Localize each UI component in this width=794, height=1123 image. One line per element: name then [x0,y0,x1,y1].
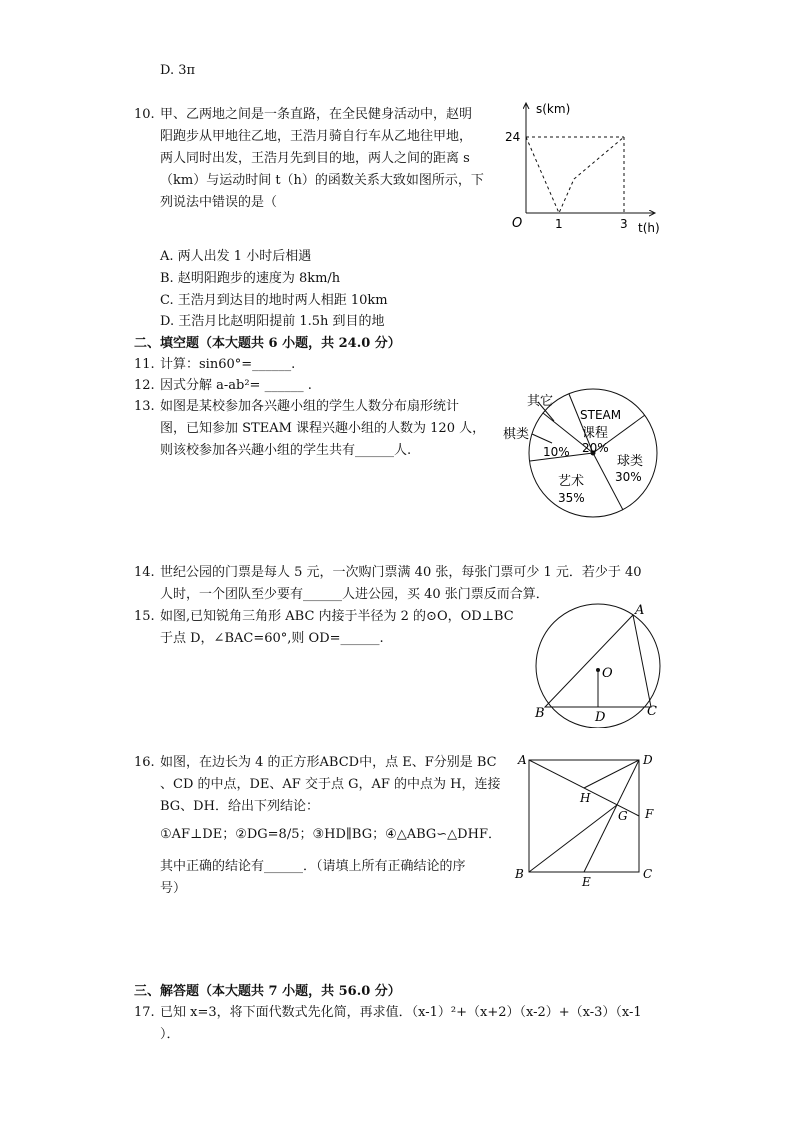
pie-label-steam-course: 课程 [582,426,609,441]
q17-number: 17. [134,1005,155,1020]
q16-line-4: ①AF⊥DE；②DG=8/5；③HD∥BG；④△ABG∽△DHF． [160,827,501,842]
q10-option-b: B. 赵明阳跑步的速度为 8km/h [160,271,341,286]
q10-option-c: C. 王浩月到达目的地时两人相距 10km [160,293,388,308]
pie-label-ball: 球类 [617,454,644,469]
q10-option-d: D. 王浩月比赵明阳提前 1.5h 到目的地 [160,314,385,329]
pie-label-chess: 棋类 [503,427,530,442]
q12-text: 因式分解 a-ab²= ______ . [160,378,312,393]
section-2-header: 二、填空题（本大题共 6 小题，共 24.0 分） [134,336,401,351]
q13-line-2: 图，已知参加 STEAM 课程兴趣小组的人数为 120 人， [160,421,486,436]
q16-line-5: 其中正确的结论有______．（请填上所有正确结论的序 [160,859,466,874]
pie-label-chess-pct: 10% [543,445,570,459]
q10-graph [500,95,670,240]
label-o: O [602,666,613,681]
q13-line-1: 如图是某校参加各兴趣小组的学生人数分布扇形统计 [160,399,460,414]
q16-line-6: 号） [160,881,187,896]
q16-line-1: 如图，在边长为 4 的正方形ABCD中，点 E、F分别是 BC [160,755,497,770]
q9-option-d: D. 3π [160,63,196,78]
q10-number: 10. [134,107,155,122]
q17-line-2: ）． [160,1027,180,1042]
q14-line-1: 世纪公园的门票是每人 5 元，一次购门票满 40 张，每张门票可少 1 元．若少于 40 [160,565,642,580]
q13-pie-chart [498,385,668,537]
q16-square-figure [510,748,670,892]
x-tick-1: 1 [555,217,563,231]
pie-label-art: 艺术 [558,474,585,489]
q15-line-2: 于点 D，∠BAC=60°,则 OD=______. [160,631,384,646]
origin-label: O [512,216,523,231]
q15-number: 15. [134,609,155,624]
segment-dh [584,760,639,788]
label-b: B [535,706,545,721]
q10-line-5: 列说法中错误的是（ [160,195,278,210]
q13-number: 13. [134,399,155,414]
pie-label-steam: STEAM [580,408,622,422]
label-e: E [582,875,591,889]
q11-text: 计算：sin60°=______. [160,357,296,372]
q13-line-3: 则该校参加各兴趣小组的学生共有______人. [160,443,412,458]
q10-line-2: 阳跑步从甲地往乙地，王浩月骑自行车从乙地往甲地， [160,129,473,144]
q10-option-a: A. 两人出发 1 小时后相遇 [160,249,312,264]
label-c: C [643,867,653,881]
label-f: F [645,807,654,821]
q16-number: 16. [134,755,155,770]
pie-label-ball-pct: 30% [615,470,642,484]
q14-number: 14. [134,565,155,580]
label-d: D [595,710,606,725]
label-d: D [643,753,653,767]
label-b: B [515,867,524,881]
section-3-header: 三、解答题（本大题共 7 小题，共 56.0 分） [134,984,401,999]
q15-circle-figure [525,600,665,728]
pie-label-art-pct: 35% [558,491,585,505]
q10-line-4: （km）与运动时间 t（h）的函数关系大致如图所示，下 [160,173,484,188]
y-tick-24: 24 [505,130,521,144]
q16-line-3: BG、DH．给出下列结论： [160,799,319,814]
pie-label-steam-pct: 20% [582,441,609,455]
segment-bg [529,805,617,872]
center-o [596,668,600,672]
segment-de [584,760,639,872]
x-tick-3: 3 [620,217,628,231]
q14-line-2: 人时，一个团队至少要有______人进公园，买 40 张门票反而合算． [160,587,549,602]
q17-line-1: 已知 x=3，将下面代数式先化简，再求值．（x-1）²+（x+2）（x-2）+（x-3）（x-1 [160,1005,642,1020]
q10-line-3: 两人同时出发，王浩月先到目的地，两人之间的距离 s [160,151,470,166]
y-axis-label: s(km) [536,102,571,116]
q10-line-1: 甲、乙两地之间是一条直路，在全民健身活动中，赵明 [160,107,473,122]
label-c: C [647,704,657,719]
q15-line-1: 如图,已知锐角三角形 ABC 内接于半径为 2 的⊙O，OD⊥BC [160,609,514,624]
label-a: A [518,753,527,767]
q12-number: 12. [134,378,155,393]
label-h: H [580,791,591,805]
q16-line-2: 、CD 的中点，DE、AF 交于点 G，AF 的中点为 H，连接 [160,777,501,792]
distance-curve [526,137,624,213]
pie-label-other: 其它 [527,394,554,409]
q11-number: 11. [134,357,155,372]
label-a: A [635,603,645,618]
label-g: G [618,809,628,823]
x-axis-label: t(h) [638,221,660,235]
